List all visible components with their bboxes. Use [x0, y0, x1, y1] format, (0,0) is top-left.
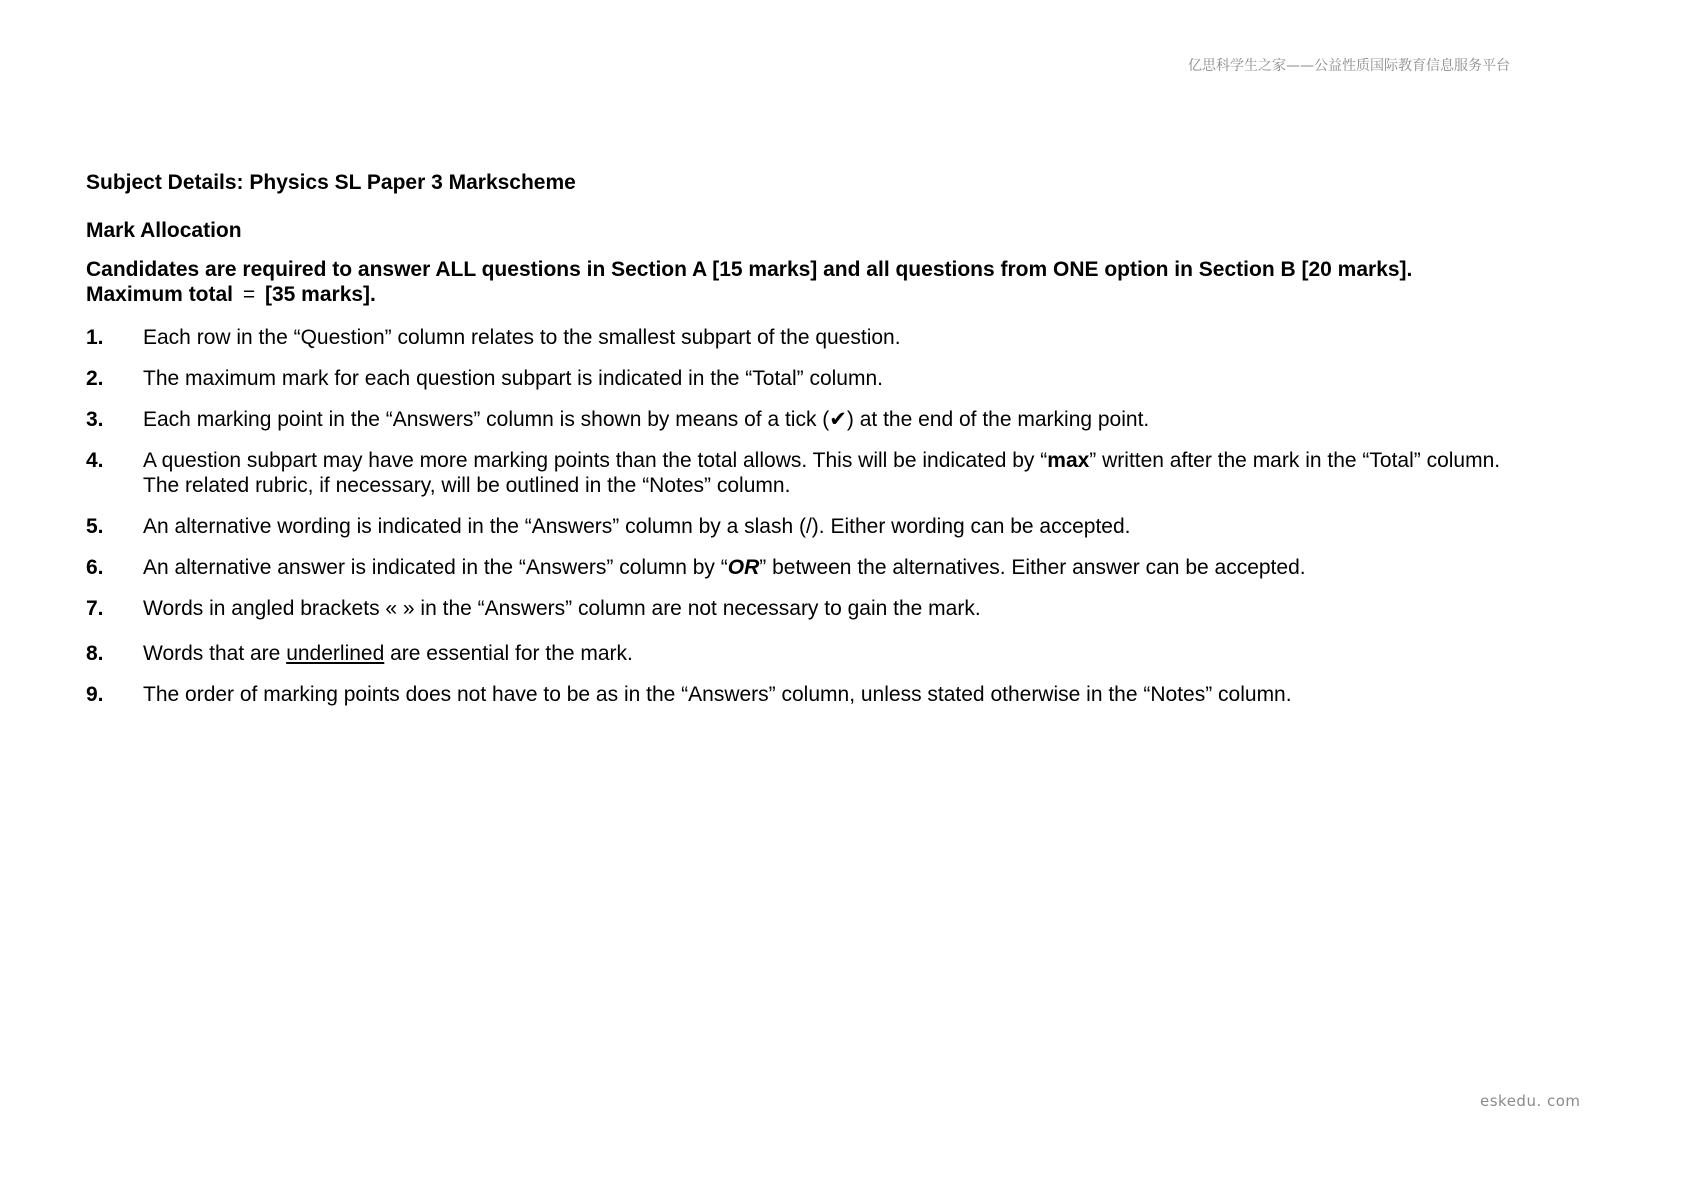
rule-item — [86, 641, 1626, 666]
equals-sign: = — [242, 283, 256, 306]
rule-number: 4. — [86, 449, 104, 472]
rule-number: 8. — [86, 642, 104, 665]
rule-text: Each row in the “Question” column relates to the smallest subpart of the question. — [143, 326, 901, 349]
rule-number: 6. — [86, 556, 104, 579]
rule-number: 7. — [86, 597, 104, 620]
rule-item — [86, 514, 1626, 539]
rule-item — [86, 366, 1626, 391]
header-watermark: 亿思科学生之家——公益性质国际教育信息服务平台 — [1188, 58, 1510, 74]
rule-text-part: are essential for the mark. — [384, 642, 633, 665]
max-total-value: [35 marks]. — [264, 283, 376, 306]
rule-text-part: ” written after the mark in the “Total” column. — [1089, 449, 1501, 472]
mark-allocation-title: Mark Allocation — [86, 219, 242, 242]
rule-text — [143, 448, 1626, 498]
mark-allocation-line2 — [86, 282, 1626, 307]
rule-item — [86, 325, 1626, 350]
document-body — [86, 170, 1626, 723]
rule-text — [143, 555, 1626, 580]
rule-item — [86, 448, 1626, 498]
rule-number: 1. — [86, 326, 104, 349]
rule-number: 9. — [86, 683, 104, 706]
rule-text-line — [143, 449, 1500, 472]
rule-number: 3. — [86, 408, 104, 431]
rule-text: The maximum mark for each question subpart is indicated in the “Total” column. — [143, 367, 883, 390]
tick-icon: ✔ — [829, 408, 847, 431]
rule-text-part: ) at the end of the marking point. — [846, 408, 1150, 431]
or-keyword: OR — [727, 556, 760, 579]
rule-item — [86, 682, 1626, 707]
rule-text-part: A question subpart may have more marking points than the total allows. This will be indicated by “ — [143, 449, 1048, 472]
underlined-word: underlined — [286, 642, 385, 665]
rule-number: 5. — [86, 515, 104, 538]
rule-text-line: The related rubric, if necessary, will be outlined in the “Notes” column. — [143, 474, 791, 497]
rule-item — [86, 555, 1626, 580]
rule-text-part: Each marking point in the “Answers” column is shown by means of a tick ( — [143, 408, 830, 431]
mark-allocation-line1: Candidates are required to answer ALL questions in Section A [15 marks] and all questions from ONE option in Section B [20 marks]. — [86, 258, 1413, 281]
rule-text — [143, 407, 1626, 432]
rule-text-part: Words that are — [143, 642, 287, 665]
rule-item — [86, 596, 1626, 621]
rule-number: 2. — [86, 367, 104, 390]
marking-rules-list — [86, 325, 1626, 707]
rule-text: Words in angled brackets « » in the “Answers” column are not necessary to gain the mark. — [143, 597, 981, 620]
rule-text: The order of marking points does not have to be as in the “Answers” column, unless stated otherwise in the “Notes” column. — [143, 683, 1292, 706]
subject-details: Subject Details: Physics SL Paper 3 Markscheme — [86, 171, 576, 194]
max-total-label: Maximum total — [86, 283, 234, 306]
footer-watermark: eskedu. com — [1480, 1092, 1581, 1110]
rule-text: An alternative wording is indicated in the “Answers” column by a slash (/). Either wording can be accepted. — [143, 515, 1131, 538]
rule-text — [143, 641, 1626, 666]
mark-allocation-text — [86, 257, 1626, 307]
rule-item — [86, 407, 1626, 432]
rule-text-part: An alternative answer is indicated in the “Answers” column by “ — [143, 556, 728, 579]
max-keyword: max — [1047, 449, 1090, 472]
rule-text-part: ” between the alternatives. Either answer can be accepted. — [759, 556, 1306, 579]
